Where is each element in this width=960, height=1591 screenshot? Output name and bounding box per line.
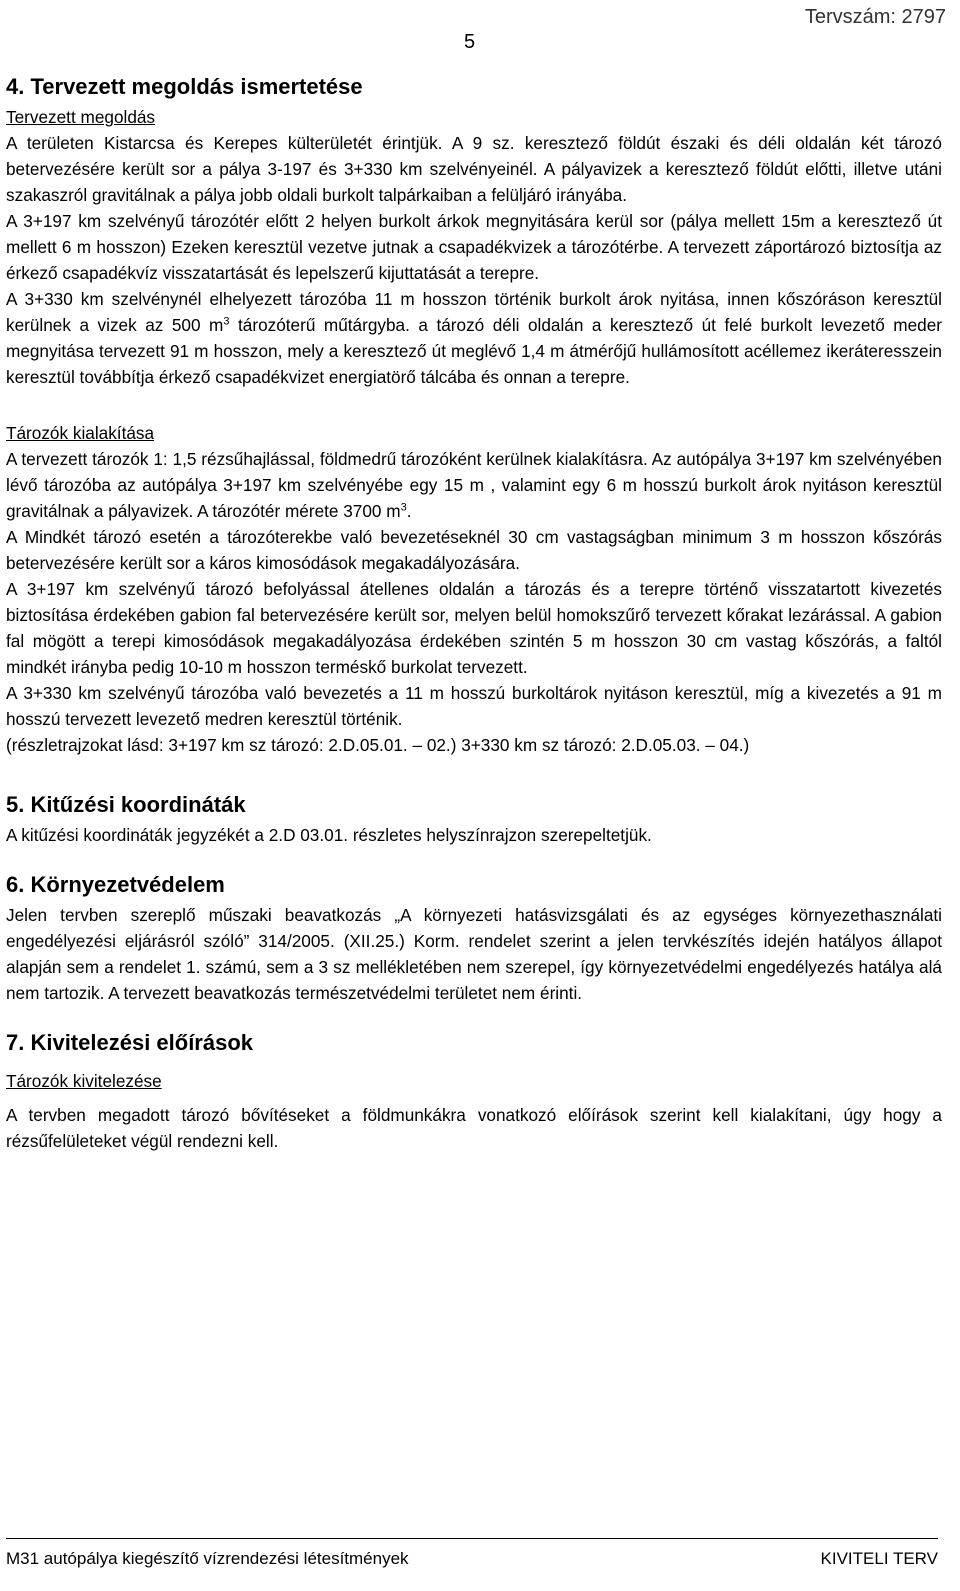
paragraph-text: A tervezett tározók 1: 1,5 rézsűhajlással, földmedrű tározóként kerülnek kialakításra. Az autópálya 3+197 km szelvényében lévő tározóba az autópálya 3+197 km szelvényébe egy 15 m , valamint egy 6 m hosszú burkolt árok nyitáson keresztül gravitálnak a pályavizek. A tározótér mérete 3700 m	[6, 449, 942, 521]
section-7-heading: 7. Kivitelezési előírások	[6, 1030, 254, 1055]
paragraph: A 3+330 km szelvényű tározóba való bevezetés a 11 m hosszú burkoltárok nyitáson keresztül, míg a kivezetés a 91 m hosszú tervezett levezető medren keresztül történik.	[6, 683, 942, 729]
paragraph: A területen Kistarcsa és Kerepes külterületét érintjük. A 9 sz. keresztező földút északi és déli oldalán két tározó betervezésére került sor a pálya 3-197 és 3+330 km szelvényeinél. A pályavizek a keresztező földút előtti, illetve utáni szakaszról gravitálnak a pálya jobb oldali burkolt talpárkaiban a felüljáró irányába.	[6, 133, 942, 205]
paragraph	[6, 446, 942, 524]
document-body	[6, 70, 942, 1154]
plan-number: Tervszám: 2797	[804, 6, 946, 28]
section-6-heading: 6. Környezetvédelem	[6, 872, 225, 897]
subsection-planned-solution-title: Tervezett megoldás	[6, 107, 156, 127]
paragraph: A 3+197 km szelvényű tározótér előtt 2 helyen burkolt árkok megnyitására kerül sor (pálya mellett 15m a keresztező út mellett 6 m hosszon) Ezeken keresztül vezetve jutnak a csapadékvizek a tározótérbe. A tervezett záportározó biztosítja az érkező csapadékvíz visszatartását és lepelszerű kijuttatását a terepre.	[6, 211, 942, 283]
page-number: 5	[464, 31, 476, 53]
paragraph: A Mindkét tározó esetén a tározóterekbe való bevezetéseknél 30 cm vastagságban minimum 3 m hosszon kőszórás betervezésére került sor a káros kimosódások megakadályozására.	[6, 527, 942, 573]
paragraph: A 3+197 km szelvényű tározó befolyással átellenes oldalán a tározás és a terepre történő visszatartott kivezetés biztosítása érdekében gabion fal betervezésére került sor, melyen belül homokszűrő tervezett kőrakat lezárással. A gabion fal mögött a terepi kimosódások megakadályozása érdekében szintén 5 m hosszon 30 cm vastag kőszórás, a faltól mindkét irányba pedig 10-10 m hosszon terméskő burkolat tervezett.	[6, 579, 942, 677]
superscript: 3	[223, 315, 230, 328]
paragraph-text: tározóterű műtárgyba. a tározó déli oldalán a keresztező út felé burkolt levezető meder megnyitása tervezett 91 m hosszon, mely a keresztező út meglévő 1,4 m átmérőjű hullámosított acéllemez ikeráteresszein keresztül továbbítja érkező csapadékvizet energiatörő tálcába és onnan a terepre.	[6, 315, 942, 387]
section-5-heading: 5. Kitűzési koordináták	[6, 792, 246, 817]
subsection-reservoir-construction-title: Tározók kivitelezése	[6, 1071, 162, 1091]
footer-project-name: M31 autópálya kiegészítő vízrendezési létesítmények	[6, 1549, 409, 1568]
paragraph: Jelen tervben szereplő műszaki beavatkozás „A környezeti hatásvizsgálati és az egységes környezethasználati engedélyezési eljárásról szóló” 314/2005. (XII.25.) Korm. rendelet szerint a jelen tervkészítés idején hatályos állapot alapján sem a rendelet 1. számú, sem a 3 sz mellékletében nem szerepel, így környezetvédelmi engedélyezés hatálya alá nem tartozik. A tervezett beavatkozás természetvédelmi területet nem érinti.	[6, 905, 942, 1003]
paragraph: A tervben megadott tározó bővítéseket a földmunkákra vonatkozó előírások szerint kell kialakítani, úgy hogy a rézsűfelületeket végül rendezni kell.	[6, 1105, 942, 1151]
superscript: 3	[400, 501, 407, 514]
page-footer	[6, 1538, 938, 1568]
paragraph-text: .	[406, 501, 412, 521]
subsection-reservoir-design-title: Tározók kialakítása	[6, 423, 155, 443]
paragraph-text: A 3+330 km szelvénynél elhelyezett tározóba 11 m hosszon történik burkolt árok nyitása, innen kőszóráson keresztül kerülnek a vizek az 500 m	[6, 289, 942, 335]
footer-plan-type: KIVITELI TERV	[820, 1549, 938, 1568]
section-4-heading: 4. Tervezett megoldás ismertetése	[6, 74, 363, 99]
paragraph	[6, 286, 942, 390]
paragraph: A kitűzési koordináták jegyzékét a 2.D 03.01. részletes helyszínrajzon szerepeltetjük.	[6, 825, 652, 845]
paragraph: (részletrajzokat lásd: 3+197 km sz tározó: 2.D.05.01. – 02.) 3+330 km sz tározó: 2.D.05.03. – 04.)	[6, 735, 750, 755]
